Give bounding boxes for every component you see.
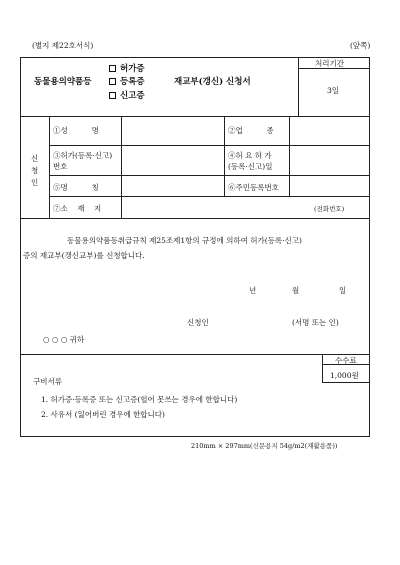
divider [21,354,369,355]
fee-label: 수수료 [335,356,357,365]
documents-item: 2. 사유서 (잃어버린 경우에 한합니다) [41,410,165,419]
divider [298,58,299,116]
form-number: (별지 제22호서식) [32,41,94,50]
divider [21,116,369,117]
option-report[interactable]: 신고증 [109,89,145,101]
form-frame [20,57,370,437]
divider [121,196,122,218]
applicant-sign-label: 신청인 [187,318,209,327]
option-registration[interactable]: 등록증 [109,75,145,87]
applicant-group-label: 신청인 [31,154,39,187]
divider [49,116,50,218]
divider [121,116,122,196]
divider [322,354,323,382]
field-business-name-label: ⑤명 칭 [53,183,99,192]
divider [49,175,369,176]
field-phone-label: (전화번호) [314,205,345,213]
statement-line-1: 동물용의약품등취급규칙 제25조제1항의 규정에 의하여 허가(등록·신고) [67,236,302,245]
fee-value: 1,000원 [330,371,359,380]
divider [322,382,369,383]
checkbox-icon[interactable] [109,65,116,72]
statement-line-2: 증의 재교부(갱신교부)를 신청합니다. [23,251,145,260]
date-year: 년 [249,286,257,295]
field-license-no-label: ③허가(등록·신고) 번호 [53,151,113,171]
title-suffix: 재교부(갱신) 신청서 [174,77,251,87]
divider [289,116,290,196]
divider [224,116,225,196]
divider [21,218,369,219]
processing-value: 3일 [327,86,340,95]
checkbox-icon[interactable] [109,78,116,85]
date-month: 월 [292,286,300,295]
recipient: ○ ○ ○ 귀하 [43,335,85,344]
option-license[interactable]: 허가증 [109,62,145,74]
field-name-label: ①성 명 [53,126,99,135]
field-license-date-label: ④허 요 허 가 (등록·신고)일 [228,151,273,171]
field-resident-no-label: ⑥주민등록번호 [228,183,279,192]
field-address-label: ⑦소 재 지 [53,204,102,213]
checkbox-icon[interactable] [109,92,116,99]
signature-label: (서명 또는 인) [292,318,339,327]
title-prefix: 동물용의약품등 [34,77,92,87]
divider [49,196,369,197]
date-day: 일 [339,286,347,295]
paper-spec-footer: 210mm × 297mm(신문용지 54g/m2(재활용품)) [191,442,338,450]
documents-item: 1. 허가증·등록증 또는 신고증(헐어 못쓰는 경우에 한합니다) [41,395,238,404]
field-business-label: ②업 종 [228,126,274,135]
divider [49,145,369,146]
documents-label: 구비서류 [33,377,62,386]
processing-label: 처리기간 [315,59,344,68]
page-side-label: (앞쪽) [350,41,371,50]
